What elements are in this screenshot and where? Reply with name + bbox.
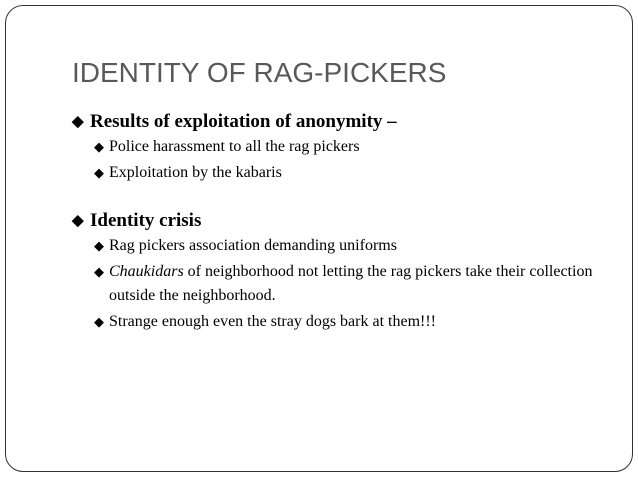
point-heading: Identity crisis: [90, 210, 202, 231]
subpoint-chaukidars: [72, 260, 612, 308]
point-heading: Results of exploitation of anonymity –: [90, 111, 397, 132]
point-identity-crisis: [72, 209, 612, 233]
subpoint-kabaris: [72, 161, 612, 185]
diamond-bullet-icon: ◆: [94, 264, 104, 279]
diamond-bullet-icon: ◆: [72, 114, 84, 130]
point-exploitation: [72, 110, 612, 134]
slide-content: [72, 110, 612, 334]
subpoint-text: Exploitation by the kabaris: [109, 164, 282, 181]
subpoint-italic-term: Chaukidars: [109, 263, 184, 280]
subpoint-text: Rag pickers association demanding uniforms: [109, 237, 397, 254]
subpoint-police-harassment: [72, 135, 612, 159]
subpoint-uniforms: [72, 234, 612, 258]
subpoint-text: Police harassment to all the rag pickers: [109, 138, 360, 155]
subpoint-text: Strange enough even the stray dogs bark at them!!!: [109, 313, 437, 330]
diamond-bullet-icon: ◆: [94, 165, 104, 180]
diamond-bullet-icon: ◆: [94, 314, 104, 329]
slide-title: IDENTITY OF RAG-PICKERS: [72, 57, 447, 88]
subpoint-stray-dogs: [72, 310, 612, 334]
subpoint-text: of neighborhood not letting the rag pickers take their collection outside the neighborhood.: [109, 263, 593, 304]
diamond-bullet-icon: ◆: [94, 139, 104, 154]
diamond-bullet-icon: ◆: [72, 213, 84, 229]
diamond-bullet-icon: ◆: [94, 238, 104, 253]
